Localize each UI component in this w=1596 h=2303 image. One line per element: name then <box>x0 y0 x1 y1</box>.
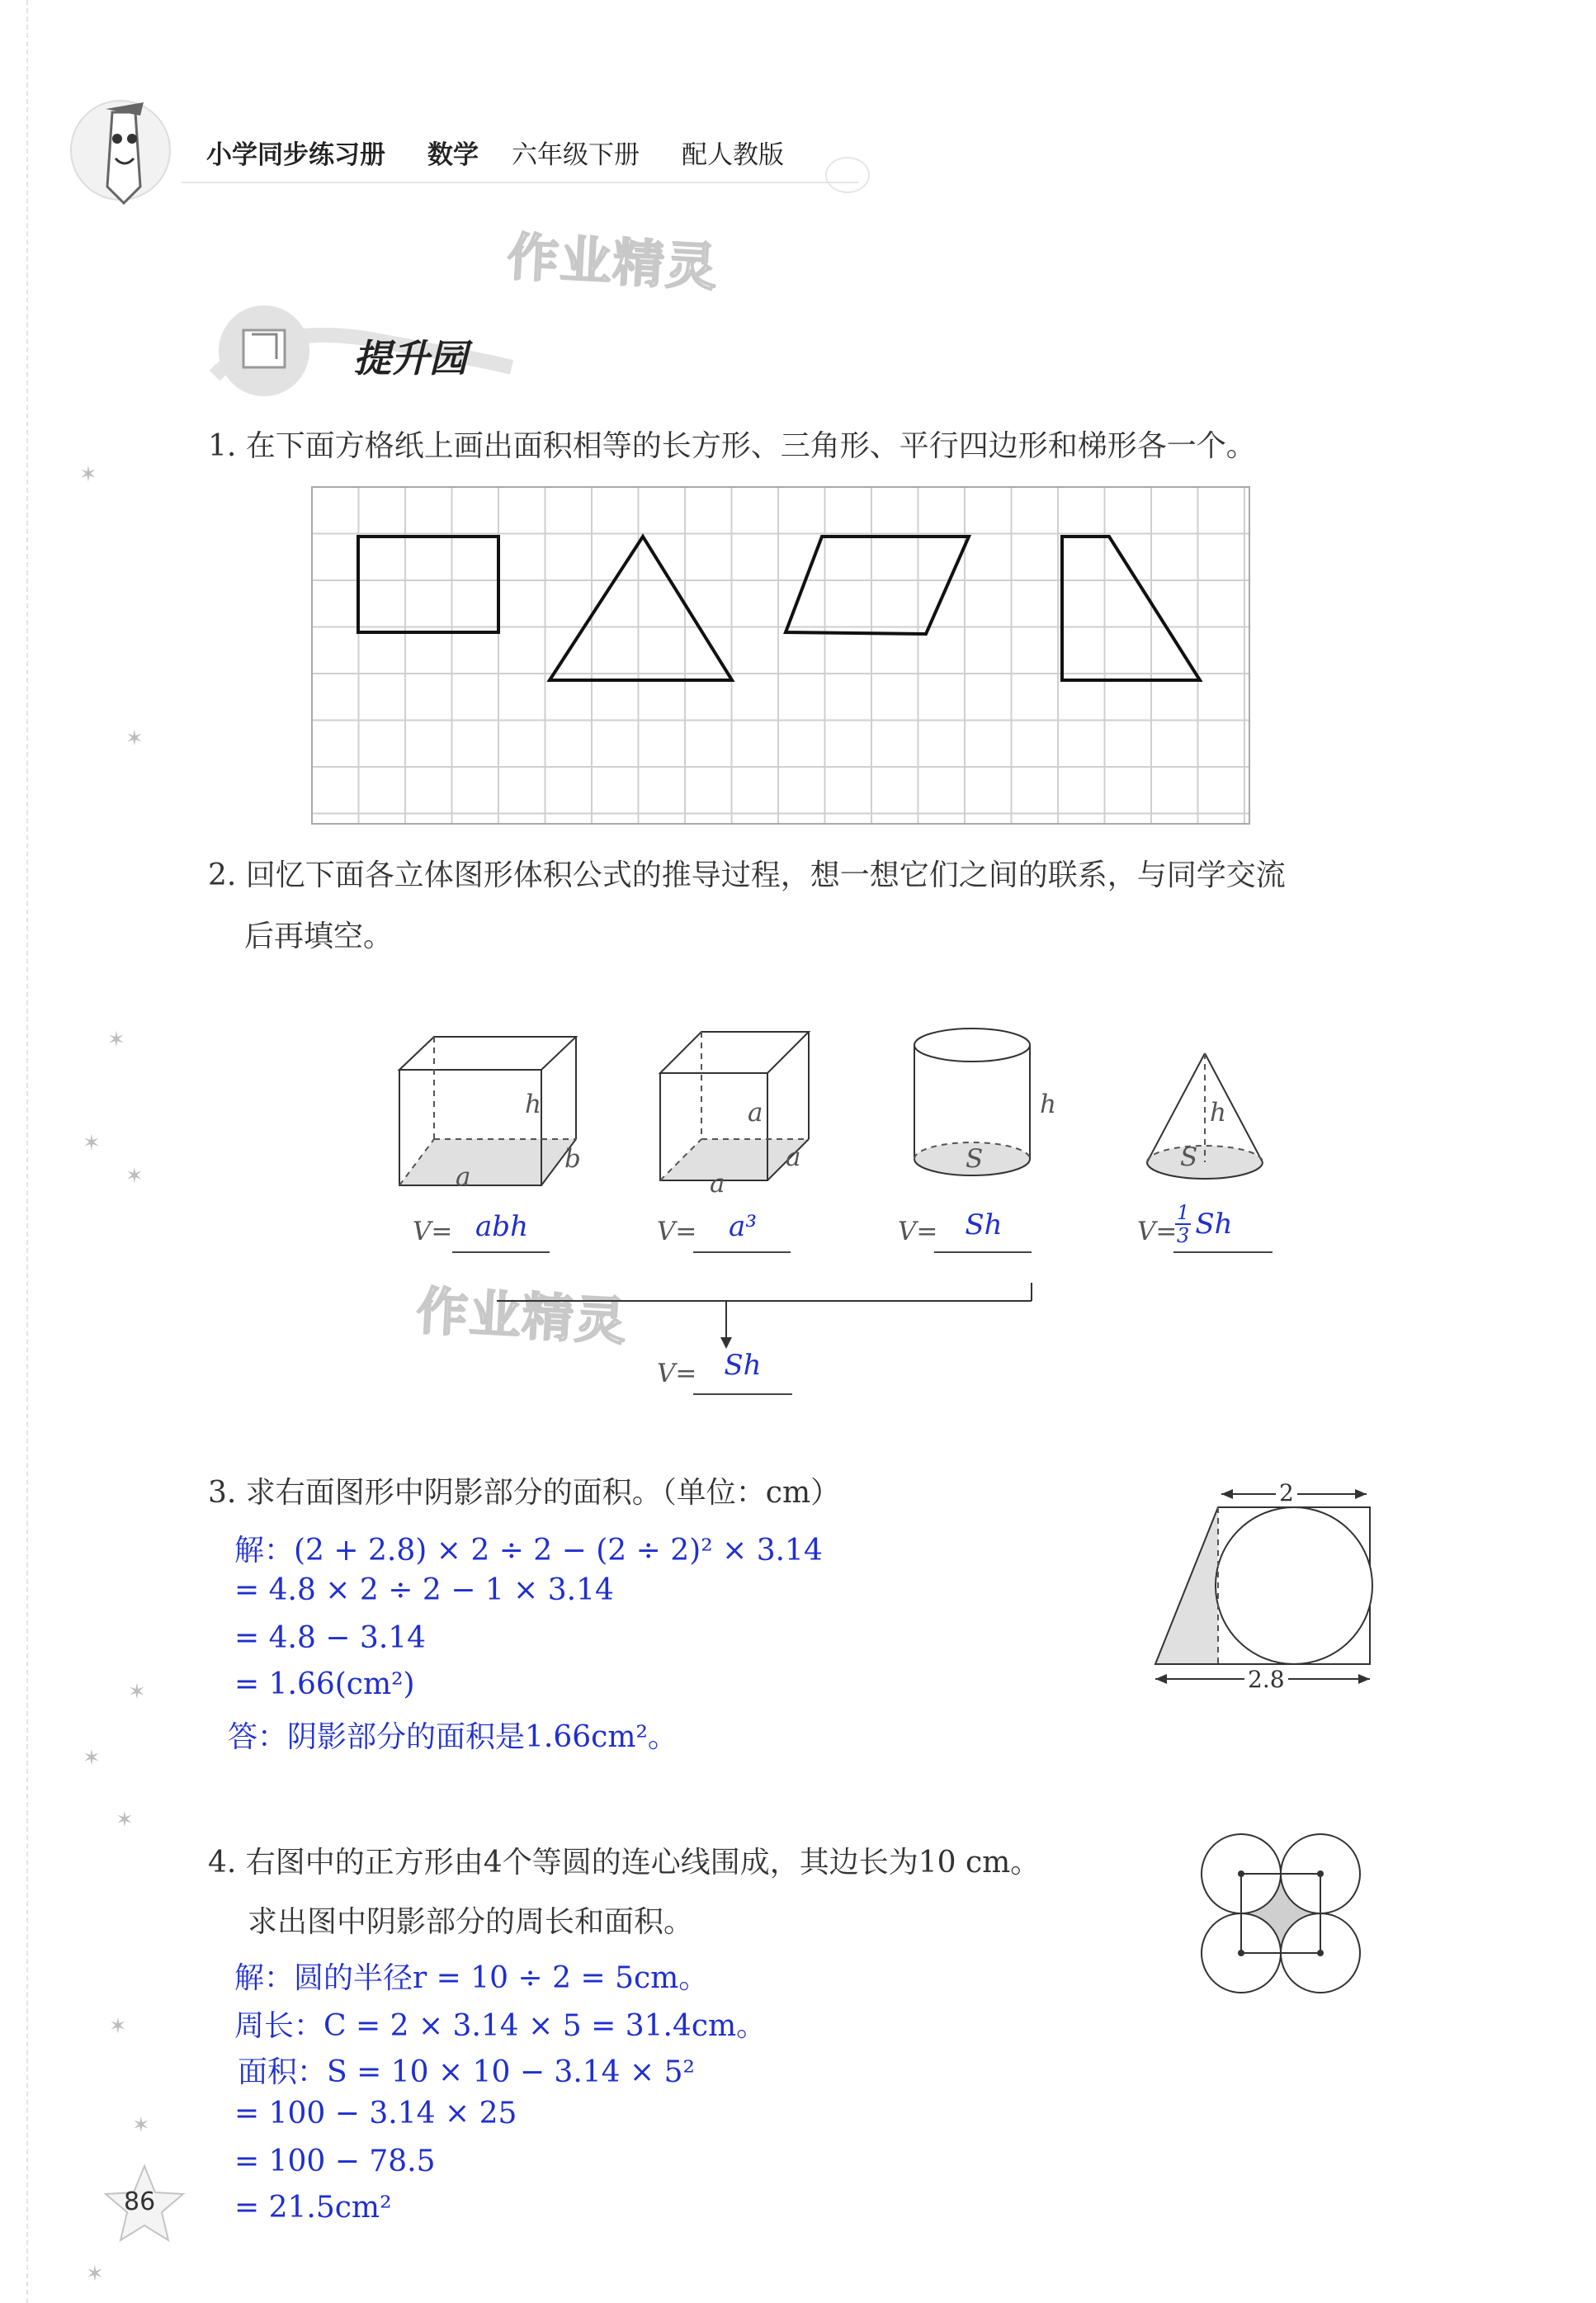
cuboid-answer-line <box>452 1251 550 1253</box>
q3-solution-line: = 1.66(cm²) <box>234 1667 415 1701</box>
q4-solution-line: = 100 − 3.14 × 25 <box>234 2097 517 2130</box>
header-decor-line <box>182 182 858 183</box>
header-book-title: 小学同步练习册 <box>206 140 385 170</box>
section-title: 提升园 <box>353 336 467 381</box>
question-4-text-line1: 4. 右图中的正方形由4个等圆的连心线围成，其边长为10 cm。 <box>208 1846 1041 1880</box>
star-icon: ✶ <box>107 1028 125 1052</box>
q4-four-circles-figure <box>1192 1824 1370 2003</box>
cylinder-answer-line <box>934 1251 1032 1253</box>
cone-answer-numerator: 1 <box>1177 1201 1190 1224</box>
cylinder-answer: Sh <box>965 1208 1003 1241</box>
mascot-pencil-icon <box>54 79 187 211</box>
question-4-text-line2: 求出图中阴影部分的周长和面积。 <box>248 1905 694 1939</box>
watermark: 作业精灵 <box>506 226 720 298</box>
cone-answer <box>1175 1202 1233 1246</box>
cube-answer-line <box>693 1251 791 1253</box>
q1-rectangle <box>358 537 498 632</box>
star-icon: ✶ <box>86 2262 104 2286</box>
star-icon: ✶ <box>128 1680 146 1705</box>
summary-answer: Sh <box>724 1349 762 1382</box>
star-icon: ✶ <box>83 1131 101 1156</box>
cube-label-height: a <box>748 1098 763 1128</box>
cylinder-label-h: h <box>1040 1090 1056 1119</box>
cone-answer-line <box>1173 1251 1273 1253</box>
cone-figure <box>1139 1048 1271 1189</box>
q3-solution-line: = 4.8 − 3.14 <box>234 1621 427 1655</box>
question-2-text-line2: 后再填空。 <box>244 920 394 953</box>
cone-label-h: h <box>1210 1098 1226 1128</box>
page-number: 86 <box>124 2187 156 2216</box>
cuboid-label-h: h <box>525 1090 541 1119</box>
summary-answer-line <box>693 1393 792 1395</box>
q3-answer-line: 答：阴影部分的面积是1.66cm²。 <box>228 1720 678 1754</box>
cuboid-label-a: a <box>456 1162 471 1192</box>
q3-solution-line: 解：(2 + 2.8) × 2 ÷ 2 − (2 ÷ 2)² × 3.14 <box>234 1534 823 1568</box>
q4-solution-line: = 21.5cm² <box>234 2191 392 2225</box>
v-label: V= <box>657 1359 697 1388</box>
margin-line <box>26 0 28 2303</box>
star-icon: ✶ <box>125 1164 144 1189</box>
q1-parallelogram <box>786 537 969 634</box>
cube-label-width: a <box>786 1142 801 1172</box>
question-3-text: 3. 求右面图形中阴影部分的面积。（单位：cm） <box>208 1476 841 1510</box>
star-icon: ✶ <box>109 2014 127 2039</box>
q4-solution-line: = 100 − 78.5 <box>234 2145 436 2178</box>
star-icon: ✶ <box>79 462 97 487</box>
star-icon: ✶ <box>125 726 144 751</box>
question-2-text-line1: 2. 回忆下面各立体图形体积公式的推导过程，想一想它们之间的联系，与同学交流 <box>208 858 1286 892</box>
cube-answer: a³ <box>729 1210 757 1243</box>
header-subject: 数学 <box>427 140 479 170</box>
v-label: V= <box>1137 1217 1178 1246</box>
cylinder-label-s: S <box>966 1144 984 1174</box>
header-edition: 配人教版 <box>682 140 784 170</box>
cuboid-label-b: b <box>564 1144 581 1174</box>
cuboid-answer: abh <box>475 1210 528 1243</box>
cone-answer-tail: Sh <box>1195 1208 1233 1241</box>
q3-bottom-label: 2.8 <box>1244 1666 1288 1693</box>
q4-solution-line: 周长：C = 2 × 3.14 × 5 = 31.4cm。 <box>234 2009 767 2043</box>
q3-top-label: 2 <box>1276 1479 1297 1506</box>
q4-solution-line: 解：圆的半径r = 10 ÷ 2 = 5cm。 <box>234 1961 709 1995</box>
q1-grid-paper <box>310 485 1251 825</box>
v-label: V= <box>413 1217 453 1246</box>
cube-label-base: a <box>710 1169 725 1199</box>
header-decor-curve <box>825 157 870 193</box>
v-label: V= <box>657 1217 697 1246</box>
cone-label-s: S <box>1180 1142 1198 1172</box>
watermark: 作业精灵 <box>415 1280 630 1352</box>
cuboid-figure <box>388 1024 594 1197</box>
question-1-text: 1. 在下面方格纸上画出面积相等的长方形、三角形、平行四边形和梯形各一个。 <box>208 429 1256 463</box>
star-icon: ✶ <box>83 1746 101 1771</box>
q4-solution-line: 面积：S = 10 × 10 − 3.14 × 5² <box>238 2055 695 2089</box>
q1-triangle <box>550 537 732 680</box>
header-grade: 六年级下册 <box>512 140 640 170</box>
star-icon: ✶ <box>132 2113 150 2138</box>
q1-trapezoid <box>1062 537 1200 680</box>
volume-connector <box>495 1279 1040 1354</box>
cone-answer-denominator: 3 <box>1177 1224 1190 1247</box>
q3-solution-line: = 4.8 × 2 ÷ 2 − 1 × 3.14 <box>234 1573 614 1607</box>
v-label: V= <box>898 1217 938 1246</box>
star-icon: ✶ <box>116 1808 134 1832</box>
